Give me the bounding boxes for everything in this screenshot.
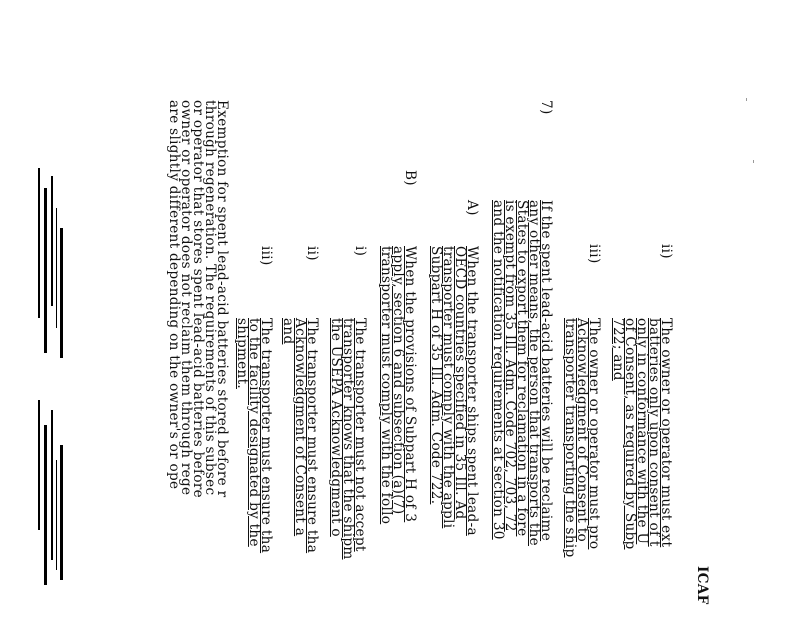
scan-tick	[746, 98, 747, 101]
text-line: The owner or operator must ext	[658, 318, 674, 548]
text-line: The transporter must not accept	[352, 318, 368, 552]
marker-iii: iii)	[586, 244, 602, 264]
text-line: are slightly different depending on the owner's or ope	[166, 100, 182, 490]
text-line: batteries only upon consent of t	[646, 318, 662, 547]
text-line: When the transporter ships spent lead-a	[464, 246, 480, 536]
text-line: or operator that stores spent lead-acid batteries before	[190, 100, 206, 498]
text-line: OECD countries specified in 35 Ill. Ad	[452, 246, 468, 520]
marker-B: B)	[402, 170, 418, 186]
text-line: apply, section 6 and subsection (a)(7)	[390, 246, 406, 515]
marker-i: i)	[352, 246, 368, 257]
text-line: the USEPA Acknowledgment o	[328, 318, 344, 537]
marker-ii: ii)	[658, 244, 674, 259]
rotated-text-block	[166, 0, 710, 618]
text-line: through regeneration. The requirements of this subsec	[202, 100, 218, 496]
text-line: If the spent lead-acid batteries will be reclaime	[538, 200, 554, 542]
text-line: and	[280, 318, 296, 345]
marker-iii: iii)	[258, 246, 274, 266]
text-line: shipment.	[234, 318, 250, 389]
text-line: 722; and	[610, 318, 626, 381]
margin-barcode-top	[36, 168, 66, 358]
margin-barcode-bottom	[36, 400, 66, 590]
text-line: States to export them for reclamation in a fore	[514, 200, 530, 537]
text-line: When the provisions of Subpart H of 3	[402, 246, 418, 523]
text-line: transporter must comply with the follo	[378, 246, 394, 525]
text-line: The owner or operator must pro	[586, 318, 602, 550]
marker-ii: ii)	[304, 246, 320, 261]
text-line: Exemption for spent lead-acid batteries stored before r	[214, 100, 230, 498]
text-line: Subpart H of 35 Ill. Adm. Code 722.	[428, 246, 444, 505]
marker-A: A)	[464, 200, 480, 216]
text-line: only in conformance with the U	[634, 318, 650, 545]
text-line: transporter knows that the shipm	[340, 318, 356, 560]
scan-tick	[753, 160, 754, 163]
text-line: Acknowledgment of Consent a	[292, 318, 308, 537]
page-header: ICAF	[694, 566, 710, 605]
text-line: transporter transporting the ship	[562, 318, 578, 558]
text-line: The transporter must ensure tha	[304, 318, 320, 554]
text-line: and the notification requirements at section 30	[490, 200, 506, 540]
text-line: Acknowledgment of Consent to	[574, 318, 590, 542]
text-line: of Consent, as required by Subp	[622, 318, 638, 550]
text-line: The transporter must ensure tha	[258, 318, 274, 554]
text-line: transporter must comply with the appli	[440, 246, 456, 529]
text-line: is exempt from 35 Ill. Adm. Code 702, 703, 72	[502, 200, 518, 532]
text-line: any other means, the person that transports the	[526, 200, 542, 547]
marker-7: 7)	[538, 100, 554, 115]
text-line: to the facility designated by the	[246, 318, 262, 547]
text-line: owner or operator does not reclaim them through rege	[178, 100, 194, 496]
